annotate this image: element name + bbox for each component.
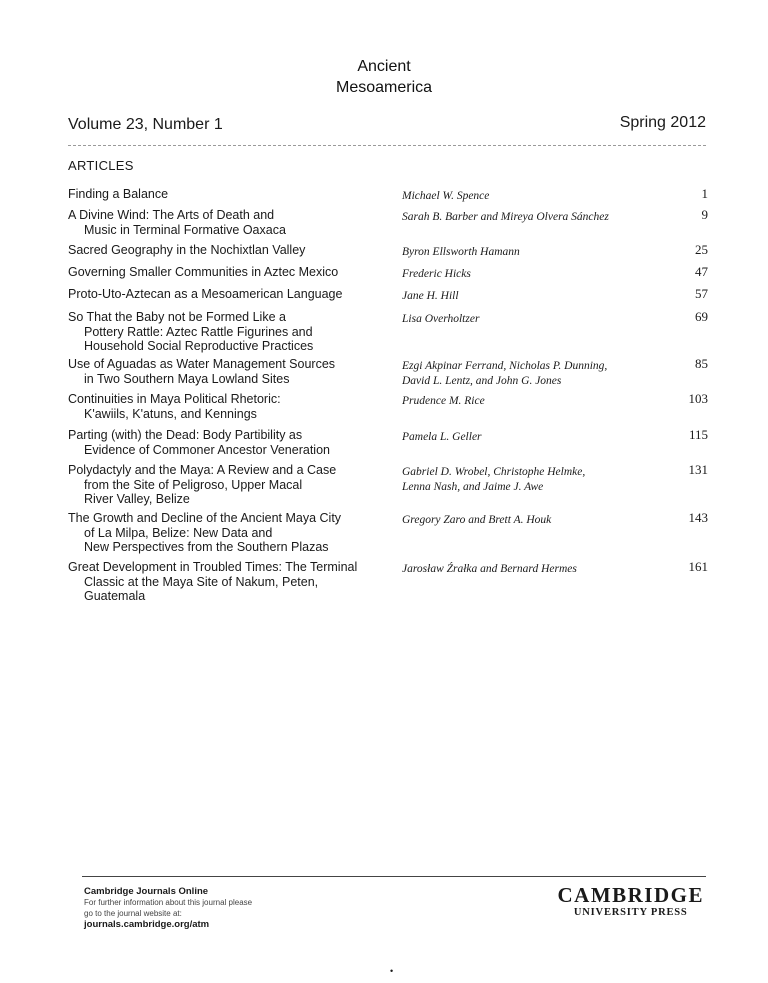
- footer-divider: [82, 876, 706, 877]
- article-title: [68, 428, 378, 457]
- article-title: [68, 357, 378, 386]
- article-title-line: K'awiils, K'atuns, and Kennings: [84, 406, 257, 421]
- page-mark: •: [390, 966, 394, 976]
- article-title-line: Parting (with) the Dead: Body Partibility as: [68, 428, 303, 442]
- article-page-number: 47: [695, 264, 708, 279]
- article-page-number: 1: [701, 186, 708, 201]
- cjo-line2: go to the journal website at:: [84, 909, 182, 918]
- article-title-line: Household Social Reproductive Practices: [84, 339, 314, 353]
- article-author-line: David L. Lentz, and John G. Jones: [402, 374, 562, 387]
- article-authors: [402, 245, 642, 260]
- article-author-line: Lisa Overholtzer: [402, 313, 480, 325]
- article-page-number: 143: [688, 510, 708, 525]
- article-author-line: Ezgi Akpinar Ferrand, Nicholas P. Dunning,: [402, 360, 608, 372]
- article-author-line: Jarosław Źrałka and Bernard Hermes: [402, 563, 577, 575]
- article-authors: [402, 465, 642, 494]
- article-title-line: Classic at the Maya Site of Nakum, Peten,: [84, 574, 319, 589]
- article-author-line: Sarah B. Barber and Mireya Olvera Sánchez: [402, 211, 609, 223]
- article-title-line: Polydactyly and the Maya: A Review and a Case: [68, 463, 337, 477]
- article-author-line: Frederic Hicks: [402, 268, 471, 280]
- article-title-line: So That the Baby not be Formed Like a: [68, 310, 286, 324]
- article-page-number: 25: [695, 242, 708, 257]
- article-author-line: Byron Ellsworth Hamann: [402, 246, 520, 258]
- article-author-line: Jane H. Hill: [402, 290, 459, 302]
- cjo-title: Cambridge Journals Online: [84, 886, 209, 897]
- article-page-number: 85: [695, 356, 708, 371]
- article-authors: [402, 359, 642, 388]
- article-title-line: Use of Aguadas as Water Management Sources: [68, 357, 336, 371]
- article-authors: [402, 289, 642, 304]
- article-title: [68, 310, 378, 354]
- article-author-line: Prudence M. Rice: [402, 395, 485, 407]
- article-title: [68, 511, 378, 555]
- article-title-line: Sacred Geography in the Nochixtlan Valley: [68, 243, 306, 257]
- article-title-line: The Growth and Decline of the Ancient Maya City: [68, 511, 342, 525]
- article-title-line: Governing Smaller Communities in Aztec Mexico: [68, 265, 339, 279]
- issue-season: Spring 2012: [619, 114, 706, 131]
- article-title-line: Music in Terminal Formative Oaxaca: [84, 222, 286, 237]
- article-author-line: Michael W. Spence: [402, 190, 490, 202]
- article-title-line: Continuities in Maya Political Rhetoric:: [68, 392, 281, 406]
- publisher-name: CAMBRIDGE: [557, 883, 704, 907]
- article-title-line: Pottery Rattle: Aztec Rattle Figurines and: [84, 324, 313, 339]
- article-title-line: Great Development in Troubled Times: The Terminal: [68, 560, 358, 574]
- article-title-line: of La Milpa, Belize: New Data and: [84, 525, 273, 540]
- article-authors: [402, 312, 642, 327]
- article-authors: [402, 513, 642, 528]
- header-divider: [68, 145, 706, 146]
- volume-number: Volume 23, Number 1: [68, 116, 223, 133]
- article-authors: [402, 210, 642, 225]
- article-title: [68, 560, 378, 604]
- article-author-line: Gregory Zaro and Brett A. Houk: [402, 514, 552, 526]
- article-author-line: Gabriel D. Wrobel, Christophe Helmke,: [402, 466, 586, 478]
- article-title-line: Evidence of Commoner Ancestor Veneration: [84, 442, 330, 457]
- cjo-notice: [84, 886, 252, 930]
- cjo-line1: For further information about this journal please: [84, 898, 253, 907]
- journal-title-line2: Mesoamerica: [335, 79, 433, 96]
- article-title-line: River Valley, Belize: [84, 492, 190, 506]
- article-title: [68, 287, 378, 302]
- article-page-number: 9: [701, 207, 708, 222]
- article-page-number: 131: [688, 462, 708, 477]
- article-authors: [402, 562, 642, 577]
- article-page-number: 103: [688, 391, 708, 406]
- publisher-subtitle: UNIVERSITY PRESS: [573, 907, 688, 918]
- article-title-line: New Perspectives from the Southern Plazas: [84, 540, 329, 554]
- article-page-number: 115: [688, 427, 708, 442]
- article-title: [68, 463, 378, 507]
- publisher-logo: [557, 884, 704, 920]
- article-authors: [402, 430, 642, 445]
- journal-title-line1: Ancient: [357, 58, 411, 75]
- article-authors: [402, 189, 642, 204]
- section-heading: ARTICLES: [68, 158, 134, 173]
- article-title-line: Guatemala: [84, 589, 146, 603]
- article-title: [68, 187, 378, 202]
- article-authors: [402, 267, 642, 282]
- article-title-line: Finding a Balance: [68, 187, 169, 201]
- article-title: [68, 208, 378, 237]
- cjo-url[interactable]: journals.cambridge.org/atm: [84, 919, 210, 930]
- article-title-line: in Two Southern Maya Lowland Sites: [84, 371, 290, 386]
- article-authors: [402, 394, 642, 409]
- article-page-number: 57: [695, 286, 708, 301]
- article-title: [68, 243, 378, 258]
- article-title-line: from the Site of Peligroso, Upper Macal: [84, 477, 303, 492]
- article-page-number: 69: [695, 309, 708, 324]
- article-author-line: Lenna Nash, and Jaime J. Awe: [402, 480, 544, 493]
- article-title-line: A Divine Wind: The Arts of Death and: [68, 208, 275, 222]
- article-title: [68, 265, 378, 280]
- article-title: [68, 392, 378, 421]
- article-title-line: Proto-Uto-Aztecan as a Mesoamerican Language: [68, 287, 343, 301]
- article-page-number: 161: [688, 559, 708, 574]
- article-author-line: Pamela L. Geller: [402, 431, 482, 443]
